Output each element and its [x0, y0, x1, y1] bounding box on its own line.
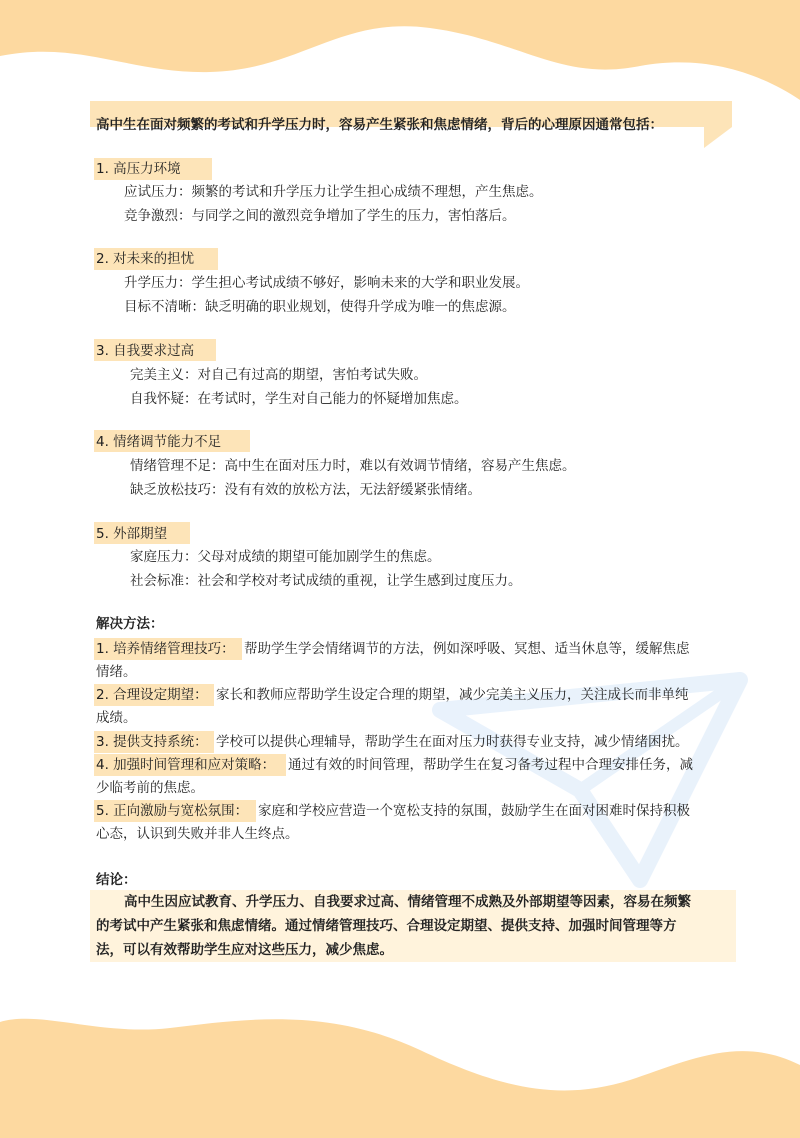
- section-4-item-2: 缺乏放松技巧：没有有效的放松方法，无法舒缓紧张情绪。: [130, 482, 481, 498]
- solution-3-label: 3. 提供支持系统：: [96, 734, 208, 750]
- solution-5-text-cont: 心态，认识到失败并非人生终点。: [96, 826, 299, 842]
- solution-4-text: 通过有效的时间管理，帮助学生在复习备考过程中合理安排任务，减: [288, 757, 693, 773]
- conclusion-line-3: 法，可以有效帮助学生应对这些压力，减少焦虑。: [96, 942, 393, 958]
- section-2-item-1: 升学压力：学生担心考试成绩不够好，影响未来的大学和职业发展。: [124, 275, 529, 291]
- section-1-heading: 1. 高压力环境: [96, 161, 181, 177]
- solution-5-label: 5. 正向激励与宽松氛围：: [96, 803, 249, 819]
- solution-5-text: 家庭和学校应营造一个宽松支持的氛围，鼓励学生在面对困难时保持积极: [258, 803, 690, 819]
- section-4-item-1: 情绪管理不足：高中生在面对压力时，难以有效调节情绪，容易产生焦虑。: [130, 458, 576, 474]
- solution-2-label: 2. 合理设定期望：: [96, 687, 208, 703]
- conclusion-line-1: 高中生因应试教育、升学压力、自我要求过高、情绪管理不成熟及外部期望等因素，容易在频繁: [124, 894, 691, 910]
- section-3-heading: 3. 自我要求过高: [96, 343, 195, 359]
- section-1-item-1: 应试压力：频繁的考试和升学压力让学生担心成绩不理想，产生焦虑。: [124, 184, 543, 200]
- solutions-heading: 解决方法：: [96, 616, 164, 632]
- section-5-item-1: 家庭压力：父母对成绩的期望可能加剧学生的焦虑。: [130, 549, 441, 565]
- section-5-item-2: 社会标准：社会和学校对考试成绩的重视，让学生感到过度压力。: [130, 573, 522, 589]
- section-1-item-2: 竞争激烈：与同学之间的激烈竞争增加了学生的压力，害怕落后。: [124, 208, 516, 224]
- section-2-heading: 2. 对未来的担忧: [96, 251, 195, 267]
- solution-2-text: 家长和教师应帮助学生设定合理的期望，减少完美主义压力，关注成长而非单纯: [216, 687, 689, 703]
- solution-4-label: 4. 加强时间管理和应对策略：: [96, 757, 276, 773]
- solution-4-text-cont: 少临考前的焦虑。: [96, 780, 204, 796]
- section-2-item-2: 目标不清晰：缺乏明确的职业规划，使得升学成为唯一的焦虑源。: [124, 299, 516, 315]
- section-5-heading: 5. 外部期望: [96, 526, 168, 542]
- section-3-item-1: 完美主义：对自己有过高的期望，害怕考试失败。: [130, 367, 427, 383]
- intro-text: 高中生在面对频繁的考试和升学压力时，容易产生紧张和焦虑情绪，背后的心理原因通常包括：: [96, 117, 663, 133]
- conclusion-heading: 结论：: [96, 872, 137, 888]
- solution-3-text: 学校可以提供心理辅导，帮助学生在面对压力时获得专业支持，减少情绪困扰。: [216, 734, 689, 750]
- solution-1-label: 1. 培养情绪管理技巧：: [96, 641, 235, 657]
- solution-2-text-cont: 成绩。: [96, 710, 137, 726]
- conclusion-line-2: 的考试中产生紧张和焦虑情绪。通过情绪管理技巧、合理设定期望、提供支持、加强时间管理等方: [96, 918, 677, 934]
- solution-1-text-cont: 情绪。: [96, 664, 137, 680]
- section-4-heading: 4. 情绪调节能力不足: [96, 434, 222, 450]
- solution-1-text: 帮助学生学会情绪调节的方法，例如深呼吸、冥想、适当休息等，缓解焦虑: [244, 641, 690, 657]
- section-3-item-2: 自我怀疑：在考试时，学生对自己能力的怀疑增加焦虑。: [130, 391, 468, 407]
